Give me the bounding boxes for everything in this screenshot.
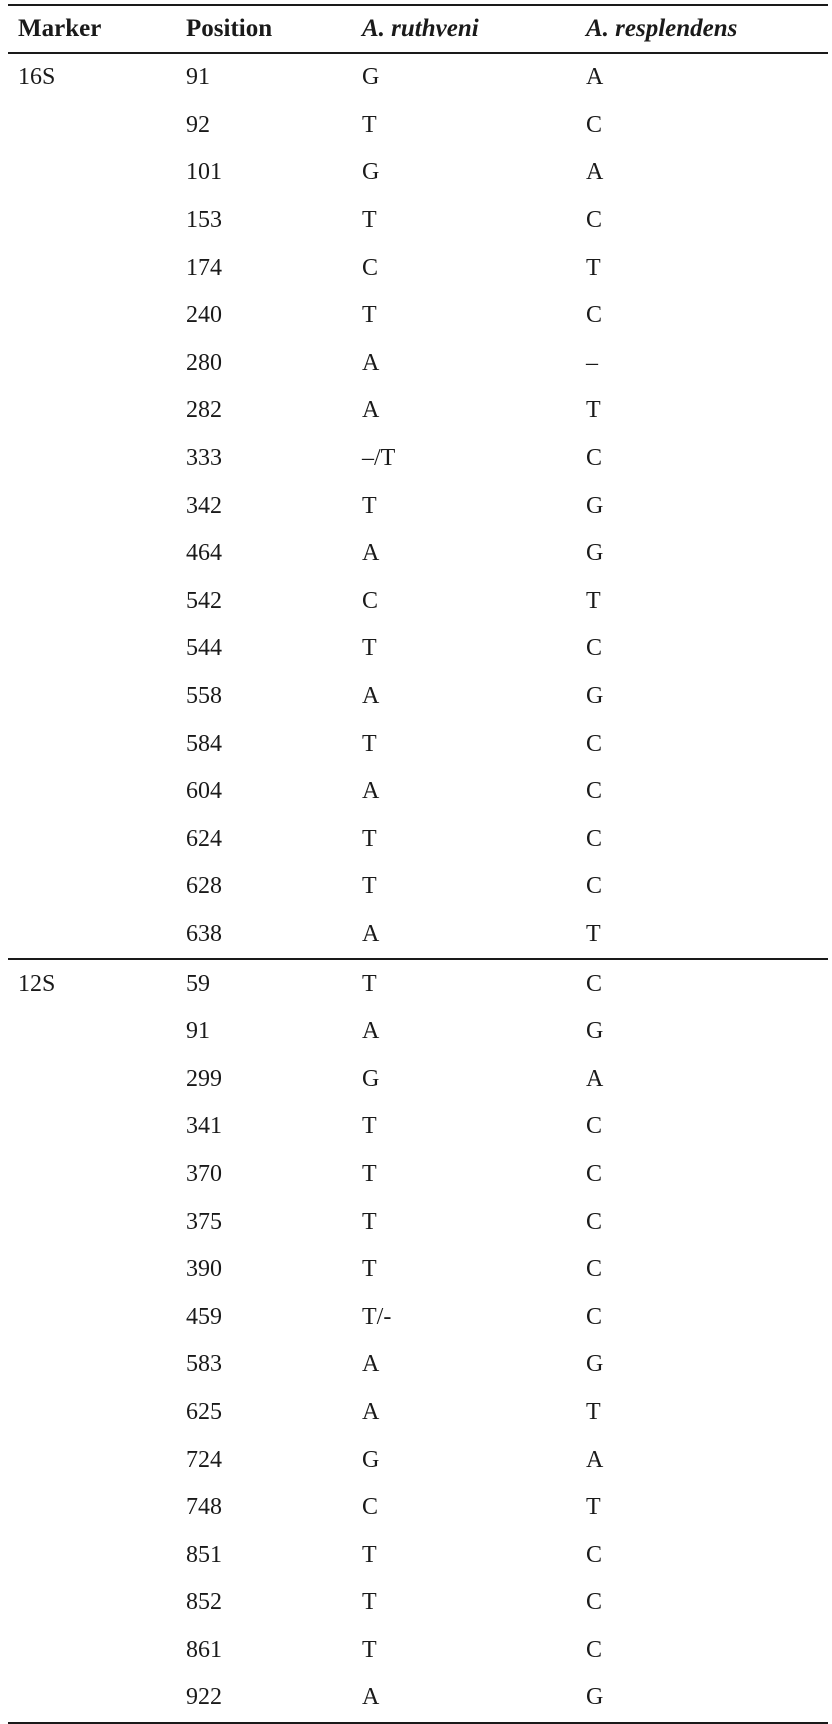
- position-cell: 542: [186, 587, 222, 614]
- a-ruthveni-cell: –/T: [362, 445, 396, 472]
- position-cell: 101: [186, 159, 222, 186]
- table-row: [8, 911, 828, 960]
- table-row: [8, 292, 828, 340]
- marker-cell: [8, 816, 176, 864]
- header-position: Position: [176, 5, 352, 53]
- table-row: [8, 435, 828, 483]
- a-resplendens-cell: C: [586, 1113, 603, 1140]
- a-resplendens-cell: T: [586, 587, 601, 614]
- table-row: [8, 1579, 828, 1627]
- a-resplendens-cell: C: [586, 778, 603, 805]
- a-ruthveni-cell: A: [362, 397, 380, 424]
- marker-cell: [8, 1103, 176, 1151]
- marker-cell: [8, 673, 176, 721]
- a-ruthveni-cell: T: [362, 302, 377, 329]
- position-cell: 342: [186, 492, 222, 519]
- table-row: [8, 816, 828, 864]
- table-row: [8, 149, 828, 197]
- a-resplendens-cell: T: [586, 1398, 601, 1425]
- table-row: [8, 1389, 828, 1437]
- position-cell: 240: [186, 302, 222, 329]
- a-resplendens-cell: C: [586, 207, 603, 234]
- a-ruthveni-cell: T: [362, 1208, 377, 1235]
- table-header: [8, 5, 828, 53]
- a-ruthveni-cell: T: [362, 1256, 377, 1283]
- a-resplendens-cell: T: [586, 254, 601, 281]
- table-row: [8, 1436, 828, 1484]
- a-ruthveni-cell: G: [362, 64, 380, 91]
- position-cell: 628: [186, 873, 222, 900]
- a-resplendens-cell: C: [586, 1256, 603, 1283]
- position-cell: 390: [186, 1256, 222, 1283]
- marker-cell: [8, 1055, 176, 1103]
- marker-cell: [8, 863, 176, 911]
- table-row: [8, 673, 828, 721]
- marker-cell: [8, 387, 176, 435]
- position-cell: 459: [186, 1303, 222, 1330]
- position-cell: 153: [186, 207, 222, 234]
- a-resplendens-cell: C: [586, 1208, 603, 1235]
- a-ruthveni-cell: C: [362, 1494, 379, 1521]
- position-cell: 174: [186, 254, 222, 281]
- marker-cell: [8, 911, 176, 960]
- marker-cell: [8, 1008, 176, 1056]
- a-ruthveni-cell: T: [362, 111, 377, 138]
- table-row: [8, 863, 828, 911]
- position-cell: 922: [176, 1674, 352, 1723]
- marker-cell: [8, 1293, 176, 1341]
- a-resplendens-cell: G: [586, 683, 604, 710]
- header-a-resplendens: A. resplendens: [576, 5, 828, 53]
- position-cell: 861: [186, 1636, 222, 1663]
- a-ruthveni-cell: A: [352, 911, 576, 960]
- position-cell: 625: [186, 1398, 222, 1425]
- table-row: [8, 197, 828, 245]
- table-row: [8, 102, 828, 150]
- marker-cell: [8, 1151, 176, 1199]
- a-resplendens-cell: T: [576, 911, 828, 960]
- marker-cell: [8, 1436, 176, 1484]
- position-cell: 558: [186, 683, 222, 710]
- marker-cell: [8, 340, 176, 388]
- position-cell: 333: [186, 445, 222, 472]
- position-cell: 544: [186, 635, 222, 662]
- position-cell: 851: [186, 1541, 222, 1568]
- position-cell: 375: [186, 1208, 222, 1235]
- marker-cell: [8, 1674, 176, 1723]
- position-cell: 282: [186, 397, 222, 424]
- table-row: [8, 53, 828, 102]
- marker-cell: 16S: [18, 64, 56, 91]
- a-resplendens-cell: T: [586, 1494, 601, 1521]
- a-resplendens-cell: C: [586, 873, 603, 900]
- marker-cell: [8, 1627, 176, 1675]
- a-ruthveni-cell: T: [362, 1113, 377, 1140]
- a-resplendens-cell: A: [586, 1446, 604, 1473]
- a-ruthveni-cell: T: [362, 873, 377, 900]
- a-ruthveni-cell: C: [362, 254, 379, 281]
- a-ruthveni-cell: T: [362, 207, 377, 234]
- a-resplendens-cell: G: [586, 1018, 604, 1045]
- position-cell: 92: [186, 111, 210, 138]
- a-ruthveni-cell: A: [362, 683, 380, 710]
- table-row: [8, 482, 828, 530]
- table-body: [8, 53, 828, 1723]
- position-cell: 604: [186, 778, 222, 805]
- marker-cell: [8, 625, 176, 673]
- a-resplendens-cell: G: [576, 1674, 828, 1723]
- a-ruthveni-cell: T/-: [362, 1303, 392, 1330]
- marker-cell: [8, 1341, 176, 1389]
- table-row: [8, 1627, 828, 1675]
- position-cell: 584: [186, 730, 222, 757]
- position-cell: 638: [176, 911, 352, 960]
- table-row: [8, 1151, 828, 1199]
- marker-cell: [8, 1579, 176, 1627]
- position-cell: 280: [186, 349, 222, 376]
- header-row: [8, 5, 828, 53]
- marker-cell: [8, 768, 176, 816]
- table-row: [8, 244, 828, 292]
- marker-cell: [8, 720, 176, 768]
- a-resplendens-cell: –: [586, 349, 598, 376]
- position-cell: 59: [186, 970, 210, 997]
- marker-cell: [8, 1389, 176, 1437]
- a-ruthveni-cell: A: [362, 778, 380, 805]
- a-ruthveni-cell: A: [362, 540, 380, 567]
- a-ruthveni-cell: T: [362, 1541, 377, 1568]
- marker-cell: [8, 1484, 176, 1532]
- marker-cell: [8, 244, 176, 292]
- a-resplendens-cell: C: [586, 635, 603, 662]
- position-cell: 852: [186, 1589, 222, 1616]
- position-cell: 583: [186, 1351, 222, 1378]
- a-ruthveni-cell: A: [352, 1674, 576, 1723]
- position-cell: 91: [186, 1018, 210, 1045]
- table-row: [8, 340, 828, 388]
- position-cell: 748: [186, 1494, 222, 1521]
- position-cell: 370: [186, 1160, 222, 1187]
- position-cell: 91: [186, 64, 210, 91]
- a-resplendens-cell: C: [586, 1541, 603, 1568]
- table-row: [8, 959, 828, 1008]
- a-resplendens-cell: G: [586, 492, 604, 519]
- table-row: [8, 720, 828, 768]
- position-cell: 464: [186, 540, 222, 567]
- a-ruthveni-cell: G: [362, 159, 380, 186]
- table-row: [8, 768, 828, 816]
- position-cell: 299: [186, 1065, 222, 1092]
- a-resplendens-cell: C: [586, 1589, 603, 1616]
- a-resplendens-cell: C: [586, 1160, 603, 1187]
- a-resplendens-cell: C: [586, 111, 603, 138]
- table-row: [8, 1103, 828, 1151]
- table-row: [8, 1008, 828, 1056]
- a-resplendens-cell: A: [586, 1065, 604, 1092]
- a-resplendens-cell: C: [586, 970, 603, 997]
- marker-cell: [8, 578, 176, 626]
- marker-cell: [8, 482, 176, 530]
- table-row: [8, 1246, 828, 1294]
- marker-cell: [8, 292, 176, 340]
- a-resplendens-cell: G: [586, 540, 604, 567]
- table-row: [8, 387, 828, 435]
- a-resplendens-cell: G: [586, 1351, 604, 1378]
- a-ruthveni-cell: C: [362, 587, 379, 614]
- marker-cell: [8, 1531, 176, 1579]
- table-row: [8, 1055, 828, 1103]
- marker-cell: [8, 435, 176, 483]
- a-ruthveni-cell: T: [362, 970, 377, 997]
- a-ruthveni-cell: T: [362, 492, 377, 519]
- position-cell: 624: [186, 825, 222, 852]
- table-row: [8, 1484, 828, 1532]
- marker-cell: 12S: [18, 970, 56, 997]
- table-row: [8, 1293, 828, 1341]
- marker-cell: [8, 102, 176, 150]
- a-resplendens-cell: T: [586, 397, 601, 424]
- a-resplendens-cell: C: [586, 1303, 603, 1330]
- table-row: [8, 1531, 828, 1579]
- marker-cell: [8, 1198, 176, 1246]
- a-resplendens-cell: C: [586, 825, 603, 852]
- marker-cell: [8, 530, 176, 578]
- a-resplendens-cell: C: [586, 445, 603, 472]
- table-row: [8, 1198, 828, 1246]
- a-ruthveni-cell: A: [362, 1398, 380, 1425]
- a-ruthveni-cell: T: [362, 1589, 377, 1616]
- a-resplendens-cell: C: [586, 730, 603, 757]
- a-ruthveni-cell: A: [362, 1018, 380, 1045]
- position-cell: 724: [186, 1446, 222, 1473]
- table-row: [8, 1674, 828, 1723]
- a-ruthveni-cell: G: [362, 1446, 380, 1473]
- a-resplendens-cell: C: [586, 302, 603, 329]
- a-ruthveni-cell: G: [362, 1065, 380, 1092]
- table-row: [8, 578, 828, 626]
- position-cell: 341: [186, 1113, 222, 1140]
- header-marker: Marker: [8, 5, 176, 53]
- a-ruthveni-cell: T: [362, 635, 377, 662]
- marker-differences-table: [8, 4, 828, 1724]
- a-ruthveni-cell: T: [362, 1636, 377, 1663]
- marker-cell: [8, 149, 176, 197]
- a-resplendens-cell: A: [586, 64, 604, 91]
- marker-cell: [8, 1246, 176, 1294]
- a-ruthveni-cell: A: [362, 1351, 380, 1378]
- a-resplendens-cell: A: [586, 159, 604, 186]
- marker-cell: [8, 197, 176, 245]
- a-ruthveni-cell: T: [362, 1160, 377, 1187]
- a-ruthveni-cell: T: [362, 730, 377, 757]
- a-resplendens-cell: C: [586, 1636, 603, 1663]
- header-a-ruthveni: A. ruthveni: [352, 5, 576, 53]
- a-ruthveni-cell: A: [362, 349, 380, 376]
- table-row: [8, 530, 828, 578]
- snp-table-container: [8, 4, 828, 1724]
- table-row: [8, 625, 828, 673]
- a-ruthveni-cell: T: [362, 825, 377, 852]
- table-row: [8, 1341, 828, 1389]
